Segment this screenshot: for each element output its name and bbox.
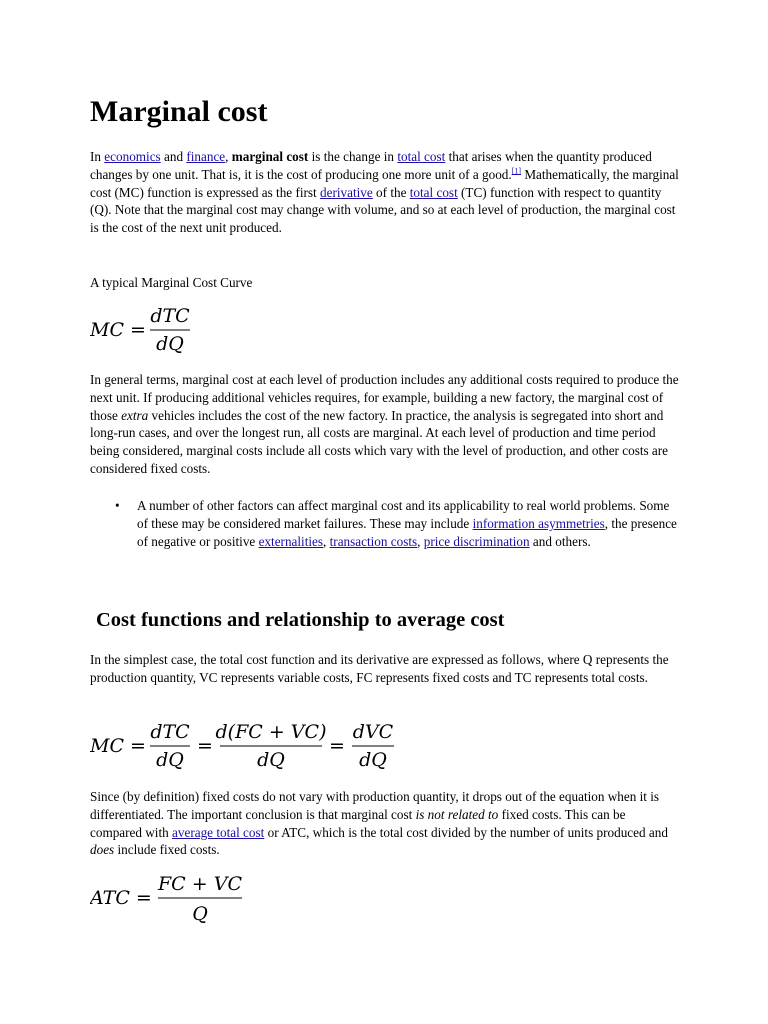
link-total-cost-2[interactable]: total cost <box>409 184 458 200</box>
paragraph-fixed-costs <box>90 788 680 859</box>
para2-text-1: In general terms, marginal cost at each level of production includes any additional costs required to produce the next unit. If producing additional vehicles requires, for example, building a new factory, the marginal cost of those <box>90 372 679 423</box>
eq1-denominator: dQ <box>156 333 184 355</box>
eq2-equals-a: = <box>197 735 213 757</box>
intro-text-5: that arises when the quantity produced changes by one unit. That is, it is the cost of producing one more unit of a good. <box>90 149 652 182</box>
citation-ref <box>512 166 521 175</box>
para4-emphasis-2: does <box>90 842 115 858</box>
link-total-cost[interactable]: total cost <box>397 149 446 164</box>
intro-text-8: (TC) function with respect to quantity (Q). Note that the marginal cost may change with volume, and so at each level of production, the marginal cost is the cost of the next unit produced. <box>90 184 676 236</box>
intro-paragraph <box>90 148 680 237</box>
intro-text-3: , <box>225 149 232 164</box>
equation-mc <box>90 300 230 365</box>
para4-text-2: fixed costs. This can be compared with <box>90 806 626 840</box>
page-title: Marginal cost <box>90 95 268 128</box>
link-finance[interactable]: finance <box>186 149 226 164</box>
eq2-numerator-1: dTC <box>150 721 190 743</box>
equation-mc-expanded <box>90 716 420 781</box>
link-derivative[interactable]: derivative <box>320 184 373 200</box>
para4-text-1: Since (by definition) fixed costs do not vary with production quantity, it drops out of the equation when it is differentiated. The important conclusion is that marginal cost <box>90 789 660 822</box>
para2-emphasis: extra <box>121 407 149 423</box>
equation-atc <box>90 868 260 935</box>
eq2-numerator-3: dVC <box>352 721 394 743</box>
bullet-marker: • <box>115 498 120 513</box>
bullet-text-2: , the presence of negative or positive <box>137 515 677 549</box>
intro-text-2: and <box>160 149 187 164</box>
section-heading: Cost functions and relationship to average cost <box>96 609 505 631</box>
link-average-total-cost[interactable]: average total cost <box>172 824 265 840</box>
link-externalities[interactable]: externalities <box>258 533 324 549</box>
link-price-discrimination[interactable]: price discrimination <box>423 533 530 549</box>
eq3-numerator: FC + VC <box>158 873 242 895</box>
link-information-asymmetries[interactable]: information asymmetries <box>472 515 605 531</box>
paragraph-simplest-case: In the simplest case, the total cost function and its derivative are expressed as follows, where Q represents the production quantity, VC represents variable costs, FC represents fixed costs and TC represents total costs. <box>90 652 669 685</box>
link-transaction-costs[interactable]: transaction costs <box>329 533 418 549</box>
eq2-denominator-2: dQ <box>257 749 285 771</box>
image-caption: A typical Marginal Cost Curve <box>90 275 253 290</box>
paragraph-general-terms <box>90 371 680 478</box>
intro-text-1: In <box>90 149 105 164</box>
para4-emphasis-1: is not related to <box>415 806 499 822</box>
para4-text-4: include fixed costs. <box>114 842 220 858</box>
eq1-lhs: MC = <box>90 319 146 341</box>
intro-text-6: Mathematically, the marginal cost (MC) function is expressed as the first <box>90 166 679 200</box>
bullet-text-5: and others. <box>529 533 591 549</box>
bullet-text-4: , <box>417 533 424 549</box>
link-economics[interactable]: economics <box>104 149 161 164</box>
eq2-lhs: MC = <box>90 735 146 757</box>
eq1-numerator: dTC <box>150 305 190 327</box>
para4-text-3: or ATC, which is the total cost divided by the number of units produced and <box>264 824 668 840</box>
bold-term: marginal cost <box>231 149 309 164</box>
intro-text-7: of the <box>372 184 410 200</box>
bullet-text-1: A number of other factors can affect marginal cost and its applicability to real world problems. Some of these may be considered market failures. These may include <box>137 498 670 531</box>
citation-link[interactable]: [1] <box>511 166 522 176</box>
eq3-denominator: Q <box>192 903 208 925</box>
bullet-list <box>90 497 680 550</box>
list-item <box>90 497 680 550</box>
eq2-denominator-1: dQ <box>156 749 184 771</box>
eq2-numerator-2: d(FC + VC) <box>215 721 327 743</box>
eq2-equals-b: = <box>329 735 345 757</box>
bullet-text-3: , <box>323 533 330 549</box>
para2-text-2: vehicles includes the cost of the new factory. In practice, the analysis is segregated into short and long-run cases, and over the longest run, all costs are marginal. At each level of production and time period being considered, marginal costs include all costs which vary with the level of production, and other costs are considered fixed costs. <box>90 407 669 476</box>
eq3-lhs: ATC = <box>90 887 152 909</box>
eq2-denominator-3: dQ <box>359 749 387 771</box>
intro-text-4: is the change in <box>308 149 398 164</box>
